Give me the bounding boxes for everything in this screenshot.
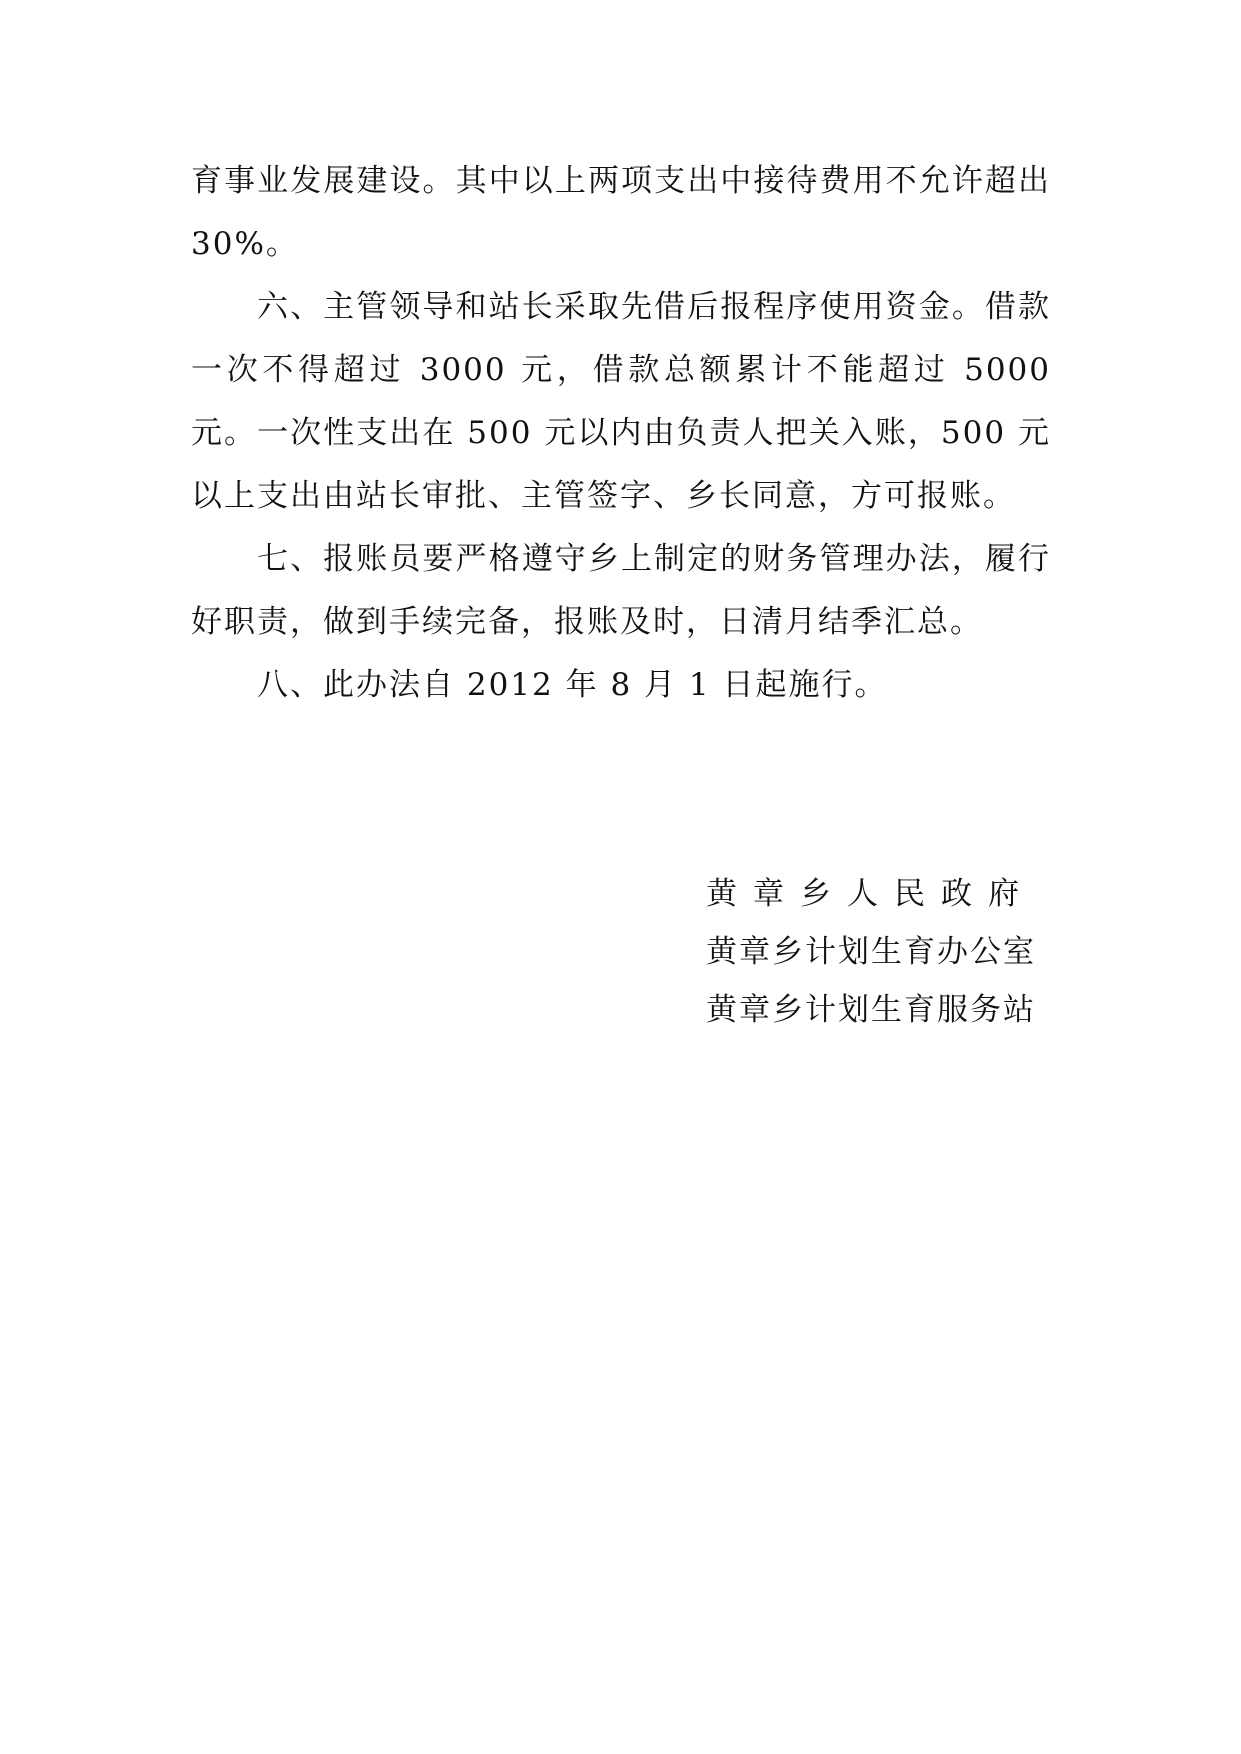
signature-family-planning-office: 黄章乡计划生育办公室 [706,934,1036,970]
paragraph-item-6: 六、主管领导和站长采取先借后报程序使用资金。借款一次不得超过 3000 元，借款总额累计不能超过 5000 元。一次性支出在 500 元以内由负责人把关入账，500 元以上支出由站长审批、主管签字、乡长同意，方可报账。 [191,289,1051,514]
signature-block [706,865,1056,1039]
paragraph-item-8: 八、此办法自 2012 年 8 月 1 日起施行。 [257,667,888,703]
signature-family-planning-station: 黄章乡计划生育服务站 [706,992,1036,1028]
signature-township-government: 黄章乡人民政府 [706,876,1035,912]
document-body [191,150,1051,717]
paragraph-continuation: 育事业发展建设。其中以上两项支出中接待费用不允许超出30%。 [191,163,1051,262]
paragraph-item-7: 七、报账员要严格遵守乡上制定的财务管理办法，履行好职责，做到手续完备，报账及时，日清月结季汇总。 [191,541,1051,640]
